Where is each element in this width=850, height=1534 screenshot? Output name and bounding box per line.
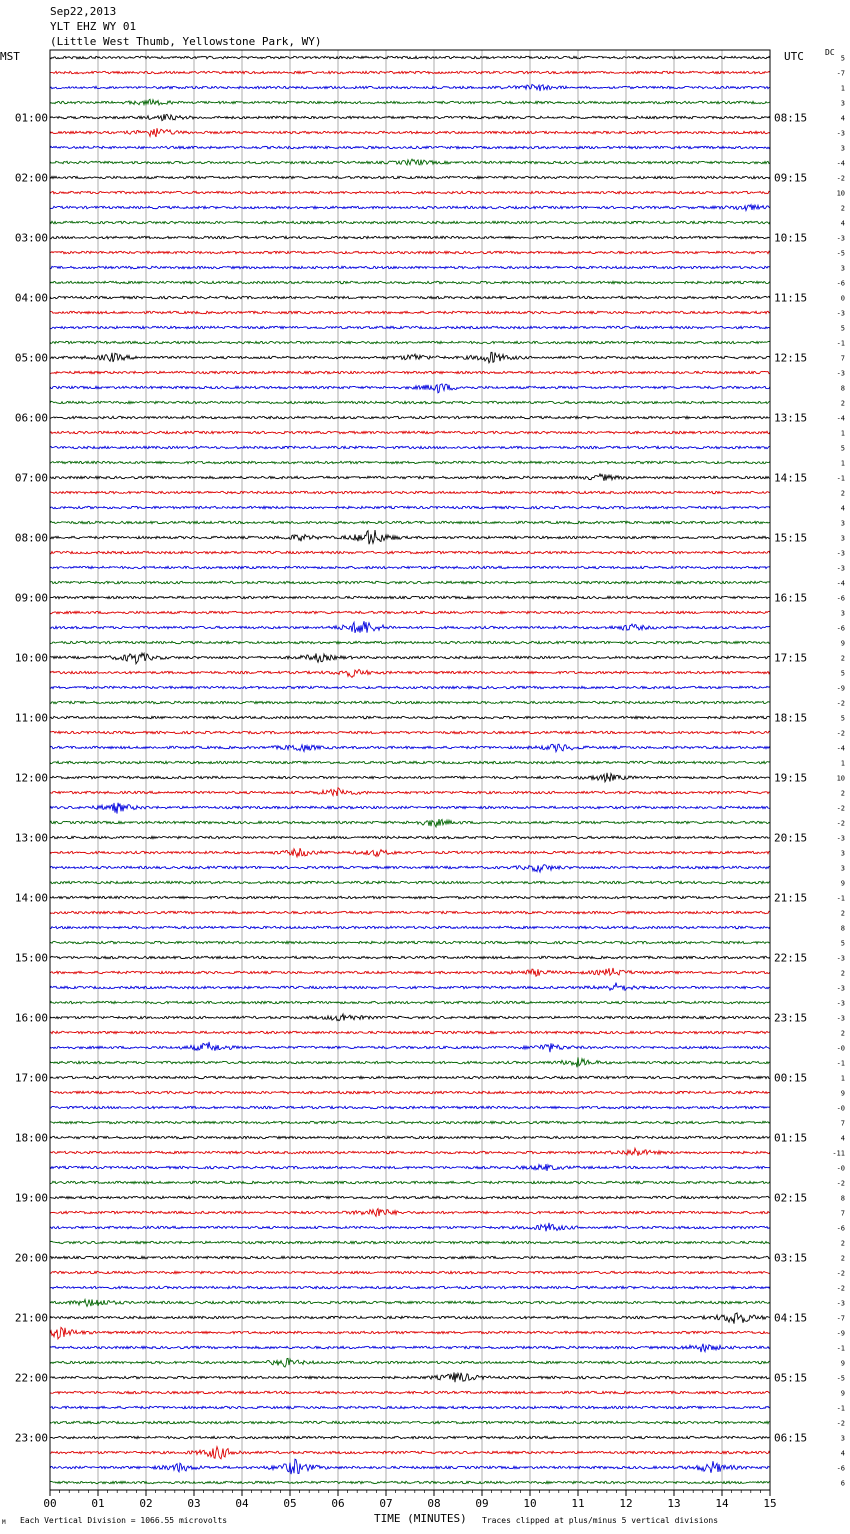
x-tick-label: 07 — [379, 1497, 393, 1510]
dc-offset-label: 3 — [840, 144, 845, 153]
right-hour-label: 11:15 — [774, 291, 808, 305]
trace-line — [50, 1256, 770, 1258]
trace-line — [50, 461, 770, 463]
dc-offset-label: -0 — [836, 1044, 845, 1053]
left-hour-label: 03:00 — [14, 231, 48, 245]
left-hour-label: 10:00 — [14, 651, 48, 665]
corner-mark: M — [2, 1519, 6, 1526]
dc-offset-label: -1 — [836, 1344, 845, 1353]
trace-line — [50, 416, 770, 418]
trace-line — [50, 296, 770, 298]
trace-line — [50, 1241, 770, 1243]
dc-offset-label: -1 — [836, 474, 845, 483]
trace-line — [50, 621, 770, 633]
dc-offset-label: -3 — [836, 984, 845, 993]
trace-line — [50, 836, 770, 838]
right-hour-label: 04:15 — [774, 1311, 808, 1325]
dc-label: DC — [825, 48, 835, 57]
dc-offset-label: -7 — [836, 1314, 845, 1323]
dc-offset-label: 1 — [840, 84, 845, 93]
left-hour-label: 05:00 — [14, 351, 48, 365]
left-timezone-label: MST — [0, 50, 20, 63]
dc-offset-label: -3 — [836, 129, 845, 138]
trace-line — [50, 1481, 770, 1483]
trace-line — [50, 1209, 770, 1217]
left-hour-label: 11:00 — [14, 711, 48, 725]
trace-line — [50, 1181, 770, 1183]
dc-offset-label: -3 — [836, 309, 845, 318]
trace-line — [50, 968, 770, 976]
dc-offset-label: 7 — [840, 1209, 845, 1218]
trace-line — [50, 653, 770, 664]
right-hour-label: 20:15 — [774, 831, 808, 845]
trace-line — [50, 611, 770, 613]
trace-line — [50, 1358, 770, 1367]
trace-line — [50, 1164, 770, 1171]
trace-line — [50, 1372, 770, 1382]
x-tick-label: 14 — [715, 1497, 729, 1510]
dc-offset-label: -5 — [836, 1374, 845, 1383]
right-hour-label: 09:15 — [774, 171, 808, 185]
trace-line — [50, 251, 770, 253]
dc-offset-label: -2 — [836, 1179, 845, 1188]
dc-offset-label: 4 — [840, 219, 845, 228]
dc-offset-label: 3 — [840, 1434, 845, 1443]
dc-offset-label: 10 — [836, 774, 845, 783]
right-hour-label: 03:15 — [774, 1251, 808, 1265]
x-tick-label: 09 — [475, 1497, 489, 1510]
left-hour-label: 15:00 — [14, 951, 48, 965]
trace-line — [50, 191, 770, 193]
dc-offset-label: -0 — [836, 1104, 845, 1113]
trace-line — [50, 1091, 770, 1093]
trace-line — [50, 848, 770, 857]
dc-offset-label: -9 — [836, 1329, 845, 1338]
trace-line — [50, 1031, 770, 1033]
right-hour-label: 00:15 — [774, 1071, 808, 1085]
trace-line — [50, 881, 770, 883]
dc-offset-label: 5 — [840, 54, 845, 63]
trace-line — [50, 1327, 770, 1339]
dc-offset-label: 1 — [840, 1074, 845, 1083]
trace-line — [50, 401, 770, 403]
left-hour-label: 13:00 — [14, 831, 48, 845]
trace-line — [50, 1136, 770, 1138]
dc-offset-label: 3 — [840, 864, 845, 873]
trace-line — [50, 956, 770, 958]
dc-offset-label: -4 — [836, 744, 845, 753]
dc-offset-label: 2 — [840, 909, 845, 918]
trace-line — [50, 983, 770, 991]
x-tick-label: 12 — [619, 1497, 633, 1510]
trace-line — [50, 521, 770, 523]
dc-offset-label: -11 — [832, 1149, 845, 1158]
trace-line — [50, 1148, 770, 1156]
dc-offset-label: 4 — [840, 114, 845, 123]
dc-offset-label: 10 — [836, 189, 845, 198]
trace-line — [50, 551, 770, 553]
trace-line — [50, 773, 770, 782]
right-hour-label: 06:15 — [774, 1431, 808, 1445]
trace-line — [50, 1436, 770, 1438]
trace-line — [50, 581, 770, 583]
dc-offset-label: -6 — [836, 594, 845, 603]
dc-offset-label: 6 — [840, 1479, 845, 1488]
trace-line — [50, 716, 770, 718]
left-hour-label: 09:00 — [14, 591, 48, 605]
dc-offset-label: -7 — [836, 69, 845, 78]
left-hour-label: 06:00 — [14, 411, 48, 425]
trace-line — [50, 566, 770, 568]
right-hour-label: 13:15 — [774, 411, 808, 425]
trace-line — [50, 731, 770, 733]
right-hour-label: 23:15 — [774, 1011, 808, 1025]
dc-offset-label: 3 — [840, 849, 845, 858]
dc-offset-label: -3 — [836, 549, 845, 558]
x-tick-label: 15 — [763, 1497, 777, 1510]
dc-offset-label: 2 — [840, 489, 845, 498]
trace-line — [50, 686, 770, 688]
x-tick-label: 11 — [571, 1497, 585, 1510]
trace-line — [50, 701, 770, 703]
trace-line — [50, 911, 770, 913]
trace-line — [50, 99, 770, 105]
dc-offset-label: -1 — [836, 339, 845, 348]
trace-line — [50, 1459, 770, 1474]
x-tick-label: 03 — [187, 1497, 201, 1510]
dc-offset-label: 9 — [840, 879, 845, 888]
dc-offset-label: 3 — [840, 264, 845, 273]
dc-offset-label: -9 — [836, 684, 845, 693]
trace-line — [50, 236, 770, 238]
trace-line — [50, 114, 770, 120]
right-hour-label: 21:15 — [774, 891, 808, 905]
trace-line — [50, 491, 770, 493]
right-hour-label: 01:15 — [774, 1131, 808, 1145]
trace-line — [50, 669, 770, 677]
right-hour-label: 10:15 — [774, 231, 808, 245]
dc-offset-label: -3 — [836, 1299, 845, 1308]
left-hour-label: 07:00 — [14, 471, 48, 485]
dc-offset-label: 0 — [840, 294, 845, 303]
dc-offset-label: 7 — [840, 354, 845, 363]
dc-offset-label: 3 — [840, 519, 845, 528]
trace-line — [50, 281, 770, 283]
dc-offset-label: 5 — [840, 939, 845, 948]
trace-line — [50, 1299, 770, 1306]
x-tick-label: 00 — [43, 1497, 57, 1510]
dc-offset-label: -2 — [836, 804, 845, 813]
trace-line — [50, 641, 770, 643]
trace-line — [50, 1106, 770, 1108]
trace-line — [50, 341, 770, 343]
dc-offset-label: -2 — [836, 819, 845, 828]
dc-offset-label: 9 — [840, 1389, 845, 1398]
dc-offset-label: 3 — [840, 609, 845, 618]
left-hour-label: 16:00 — [14, 1011, 48, 1025]
x-axis-title: TIME (MINUTES) — [374, 1512, 467, 1525]
left-hour-label: 22:00 — [14, 1371, 48, 1385]
trace-line — [50, 71, 770, 73]
x-tick-label: 06 — [331, 1497, 345, 1510]
dc-offset-label: 5 — [840, 324, 845, 333]
dc-offset-label: 7 — [840, 1119, 845, 1128]
dc-offset-label: -2 — [836, 1284, 845, 1293]
dc-offset-label: 4 — [840, 1134, 845, 1143]
trace-line — [50, 1223, 770, 1232]
trace-line — [50, 146, 770, 148]
x-tick-label: 01 — [91, 1497, 105, 1510]
left-hour-label: 20:00 — [14, 1251, 48, 1265]
trace-line — [50, 941, 770, 943]
trace-line — [50, 205, 770, 211]
trace-line — [50, 1076, 770, 1078]
dc-offset-label: -4 — [836, 414, 845, 423]
trace-line — [50, 221, 770, 223]
trace-line — [50, 803, 770, 814]
dc-offset-label: -1 — [836, 1404, 845, 1413]
trace-line — [50, 1014, 770, 1021]
dc-offset-label: 4 — [840, 1449, 845, 1458]
dc-offset-label: 1 — [840, 759, 845, 768]
trace-line — [50, 1001, 770, 1003]
trace-line — [50, 1447, 770, 1459]
trace-line — [50, 1391, 770, 1393]
trace-line — [50, 159, 770, 165]
dc-offset-label: -3 — [836, 999, 845, 1008]
trace-line — [50, 85, 770, 92]
header-station: YLT EHZ WY 01 — [50, 20, 137, 33]
trace-line — [50, 788, 770, 796]
trace-line — [50, 1271, 770, 1273]
trace-line — [50, 266, 770, 268]
right-hour-label: 05:15 — [774, 1371, 808, 1385]
dc-offset-label: 9 — [840, 1359, 845, 1368]
right-hour-label: 12:15 — [774, 351, 808, 365]
trace-line — [50, 474, 770, 481]
left-hour-label: 18:00 — [14, 1131, 48, 1145]
dc-offset-label: 2 — [840, 1254, 845, 1263]
trace-line — [50, 176, 770, 178]
dc-offset-label: 2 — [840, 654, 845, 663]
dc-offset-label: -2 — [836, 729, 845, 738]
x-tick-label: 10 — [523, 1497, 537, 1510]
trace-line — [50, 352, 770, 363]
right-timezone-label: UTC — [784, 50, 804, 63]
trace-line — [50, 128, 770, 137]
dc-offset-label: -2 — [836, 1269, 845, 1278]
dc-offset-label: -3 — [836, 954, 845, 963]
dc-offset-label: 5 — [840, 669, 845, 678]
right-hour-label: 19:15 — [774, 771, 808, 785]
trace-line — [50, 896, 770, 898]
left-hour-label: 19:00 — [14, 1191, 48, 1205]
trace-line — [50, 446, 770, 448]
dc-offset-label: -2 — [836, 1419, 845, 1428]
dc-offset-label: -0 — [836, 1164, 845, 1173]
dc-offset-label: -4 — [836, 579, 845, 588]
dc-offset-label: -3 — [836, 1014, 845, 1023]
trace-line — [50, 431, 770, 433]
right-hour-label: 15:15 — [774, 531, 808, 545]
dc-offset-label: -6 — [836, 279, 845, 288]
dc-offset-label: 3 — [840, 534, 845, 543]
dc-offset-label: 1 — [840, 429, 845, 438]
trace-line — [50, 56, 770, 58]
left-hour-label: 04:00 — [14, 291, 48, 305]
header-location: (Little West Thumb, Yellowstone Park, WY) — [50, 35, 322, 48]
dc-offset-label: -6 — [836, 1464, 845, 1473]
dc-offset-label: -2 — [836, 174, 845, 183]
dc-offset-label: 8 — [840, 384, 845, 393]
dc-offset-label: -2 — [836, 699, 845, 708]
trace-line — [50, 596, 770, 598]
x-tick-label: 13 — [667, 1497, 681, 1510]
trace-line — [50, 311, 770, 313]
dc-offset-label: 8 — [840, 1194, 845, 1203]
right-hour-label: 02:15 — [774, 1191, 808, 1205]
x-tick-label: 05 — [283, 1497, 297, 1510]
dc-offset-label: 8 — [840, 924, 845, 933]
trace-line — [50, 1286, 770, 1288]
dc-offset-label: 9 — [840, 639, 845, 648]
trace-line — [50, 384, 770, 393]
right-hour-label: 17:15 — [774, 651, 808, 665]
trace-line — [50, 530, 770, 544]
dc-offset-label: -6 — [836, 624, 845, 633]
trace-line — [50, 761, 770, 763]
dc-offset-label: 2 — [840, 399, 845, 408]
dc-offset-label: 5 — [840, 444, 845, 453]
dc-offset-label: -3 — [836, 369, 845, 378]
left-hour-label: 17:00 — [14, 1071, 48, 1085]
scale-note: Each Vertical Division = 1066.55 microvolts — [20, 1516, 228, 1525]
dc-offset-label: -3 — [836, 834, 845, 843]
dc-offset-label: -5 — [836, 249, 845, 258]
dc-offset-label: -1 — [836, 1059, 845, 1068]
trace-line — [50, 744, 770, 752]
trace-line — [50, 1344, 770, 1352]
trace-line — [50, 926, 770, 928]
left-hour-label: 08:00 — [14, 531, 48, 545]
trace-line — [50, 1121, 770, 1123]
trace-line — [50, 865, 770, 873]
dc-offset-label: -3 — [836, 234, 845, 243]
left-hour-label: 21:00 — [14, 1311, 48, 1325]
dc-offset-label: 3 — [840, 99, 845, 108]
right-hour-label: 18:15 — [774, 711, 808, 725]
dc-offset-label: 2 — [840, 1239, 845, 1248]
trace-line — [50, 1042, 770, 1052]
right-hour-label: 14:15 — [774, 471, 808, 485]
left-hour-label: 23:00 — [14, 1431, 48, 1445]
dc-offset-label: 5 — [840, 714, 845, 723]
trace-line — [50, 819, 770, 827]
right-hour-label: 16:15 — [774, 591, 808, 605]
header-date: Sep22,2013 — [50, 5, 117, 18]
trace-line — [50, 506, 770, 508]
dc-offset-label: 2 — [840, 1029, 845, 1038]
trace-line — [50, 326, 770, 328]
left-hour-label: 02:00 — [14, 171, 48, 185]
dc-offset-label: -6 — [836, 1224, 845, 1233]
trace-line — [50, 1313, 770, 1324]
dc-offset-label: -4 — [836, 159, 845, 168]
dc-offset-label: -3 — [836, 564, 845, 573]
trace-line — [50, 1421, 770, 1423]
trace-line — [50, 1406, 770, 1408]
dc-offset-label: 1 — [840, 459, 845, 468]
left-hour-label: 01:00 — [14, 111, 48, 125]
dc-offset-label: 9 — [840, 1089, 845, 1098]
right-hour-label: 08:15 — [774, 111, 808, 125]
dc-offset-label: 2 — [840, 204, 845, 213]
left-hour-label: 14:00 — [14, 891, 48, 905]
dc-offset-label: 4 — [840, 504, 845, 513]
dc-offset-label: 2 — [840, 969, 845, 978]
trace-line — [50, 1196, 770, 1198]
dc-offset-label: -1 — [836, 894, 845, 903]
dc-offset-label: 2 — [840, 789, 845, 798]
trace-line — [50, 371, 770, 373]
x-tick-label: 04 — [235, 1497, 249, 1510]
right-hour-label: 22:15 — [774, 951, 808, 965]
trace-line — [50, 1057, 770, 1067]
x-tick-label: 02 — [139, 1497, 153, 1510]
clip-note: Traces clipped at plus/minus 5 vertical divisions — [482, 1516, 719, 1525]
x-tick-label: 08 — [427, 1497, 441, 1510]
left-hour-label: 12:00 — [14, 771, 48, 785]
